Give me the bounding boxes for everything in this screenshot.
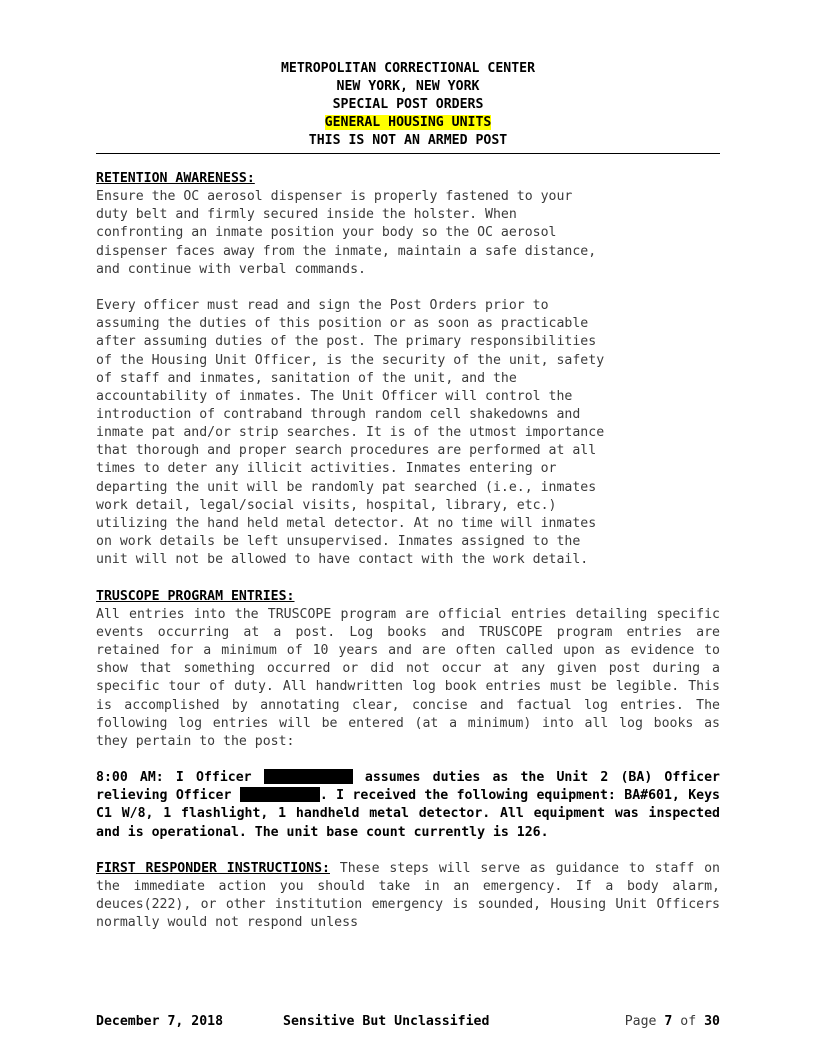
text-line: unit will not be allowed to have contact with the work detail. bbox=[96, 552, 589, 568]
text-line: inmate pat and/or strip searches. It is of the utmost importance bbox=[96, 425, 605, 441]
header-location: NEW YORK, NEW YORK bbox=[336, 79, 480, 94]
page-current: 7 bbox=[664, 1014, 673, 1029]
header-unit-highlighted: GENERAL HOUSING UNITS bbox=[324, 115, 492, 130]
first-responder-body: These steps will serve as guidance to staff on the immediate action you should take in an emergency. If a body alarm, deuces(222), or other institution emergency is sounded, Housing Unit Officers normally would not respond unless bbox=[96, 860, 720, 931]
text-line: utilizing the hand held metal detector. At no time will inmates bbox=[96, 515, 597, 531]
text-line: of the Housing Unit Officer, is the security of the unit, safety bbox=[96, 352, 605, 368]
text-line: that thorough and proper search procedures are performed at all bbox=[96, 443, 597, 459]
truscope-body: All entries into the TRUSCOPE program are official entries detailing specific events occurring at a post. Log books and TRUSCOPE program entries are retained for a minimum of 10 years and are often called upon as evidence to show that something occurred or did not occur at any given post during a specific tour of duty. All handwritten log book entries must be legible. This is accomplished by annotating clear, concise and factual log entries. The following log entries will be entered (at a minimum) into all log books as they pertain to the post: bbox=[96, 606, 720, 749]
text-line: on work details be left unsupervised. Inmates assigned to the bbox=[96, 534, 581, 550]
retention-title: RETENTION AWARENESS: bbox=[96, 171, 255, 186]
of-word: of bbox=[672, 1014, 705, 1029]
redaction-bar bbox=[264, 769, 353, 784]
text-line: of staff and inmates, sanitation of the unit, and the bbox=[96, 370, 517, 386]
page-word: Page bbox=[624, 1014, 665, 1029]
text-line: dispenser faces away from the inmate, maintain a safe distance, bbox=[96, 243, 597, 259]
footer-date: December 7, 2018 bbox=[96, 1014, 224, 1029]
text-line: departing the unit will be randomly pat searched (i.e., inmates bbox=[96, 479, 597, 495]
log-entry-part2: assumes duties as the Unit 2 (BA) Officer relieving Officer bbox=[96, 770, 720, 804]
text-line: assuming the duties of this position or as soon as practicable bbox=[96, 316, 589, 332]
log-entry-part3: . I received the following equipment: BA#601, Keys C1 W/8, 1 flashlight, 1 handheld metal detector. All equipment was inspected and is operational. The unit base count currently is 126. bbox=[96, 788, 720, 840]
officer-duties-paragraph bbox=[96, 297, 720, 569]
text-line: and continue with verbal commands. bbox=[96, 261, 366, 277]
redaction-bar bbox=[240, 787, 320, 802]
text-line: work detail, legal/social visits, hospital, library, etc.) bbox=[96, 497, 557, 513]
document-page bbox=[96, 60, 720, 933]
truscope-title: TRUSCOPE PROGRAM ENTRIES: bbox=[96, 588, 295, 604]
first-responder-paragraph bbox=[96, 860, 720, 933]
text-line: after assuming duties of the post. The primary responsibilities bbox=[96, 334, 597, 350]
footer-page-number bbox=[625, 1014, 720, 1029]
text-line: Ensure the OC aerosol dispenser is properly fastened to your bbox=[96, 189, 573, 205]
text-line: accountability of inmates. The Unit Officer will control the bbox=[96, 388, 573, 404]
header-institution: METROPOLITAN CORRECTIONAL CENTER bbox=[280, 61, 536, 76]
text-line: confronting an inmate position your body so the OC aerosol bbox=[96, 225, 557, 241]
footer-classification: Sensitive But Unclassified bbox=[283, 1014, 490, 1029]
document-header bbox=[96, 60, 720, 150]
text-line: duty belt and firmly secured inside the holster. When bbox=[96, 207, 517, 223]
retention-body bbox=[96, 188, 720, 279]
header-armed-status: THIS IS NOT AN ARMED POST bbox=[308, 133, 508, 148]
page-total: 30 bbox=[704, 1014, 720, 1029]
sample-log-entry bbox=[96, 769, 720, 842]
log-entry-part1: 8:00 AM: I Officer bbox=[96, 770, 264, 786]
text-line: Every officer must read and sign the Post Orders prior to bbox=[96, 298, 549, 314]
first-responder-title: FIRST RESPONDER INSTRUCTIONS: bbox=[96, 860, 330, 876]
text-line: times to deter any illicit activities. Inmates entering or bbox=[96, 461, 557, 477]
header-doc-type: SPECIAL POST ORDERS bbox=[332, 97, 484, 112]
text-line: introduction of contraband through random cell shakedowns and bbox=[96, 407, 581, 423]
